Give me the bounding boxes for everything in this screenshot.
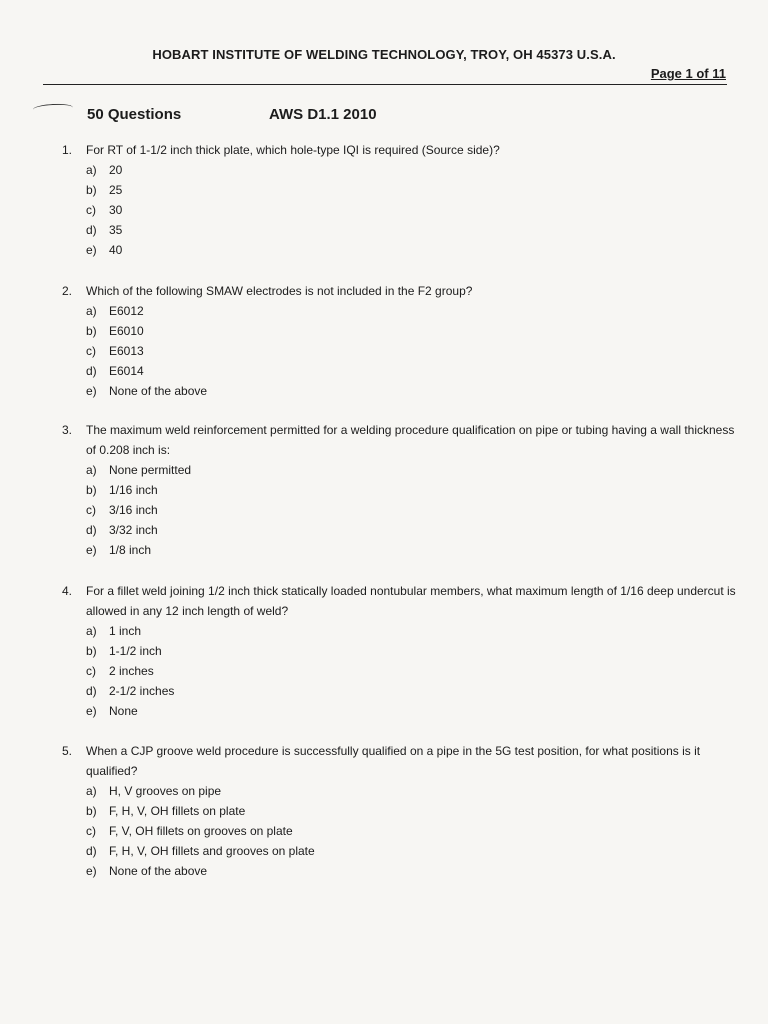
option-letter: d) <box>86 684 97 698</box>
option-text: F, H, V, OH fillets on plate <box>109 804 246 818</box>
option-text: 1-1/2 inch <box>109 644 162 658</box>
answer-option-c <box>86 821 742 841</box>
option-text: 3/16 inch <box>109 503 158 517</box>
question-number: 2. <box>62 284 73 298</box>
answer-option-e <box>86 540 742 560</box>
question-text: When a CJP groove weld procedure is successfully qualified on a pipe in the 5G test position, for what positions is it qualified? <box>86 744 701 778</box>
option-text: 1 inch <box>109 624 142 638</box>
answer-option-d <box>86 220 742 240</box>
question-number: 1. <box>62 143 73 157</box>
option-letter: c) <box>86 203 96 217</box>
header-divider <box>43 84 727 85</box>
answer-option-c <box>86 661 742 681</box>
option-letter: a) <box>86 163 97 177</box>
answer-option-b <box>86 480 742 500</box>
option-text: 35 <box>109 223 123 237</box>
answer-option-d <box>86 361 742 381</box>
option-text: 20 <box>109 163 123 177</box>
answer-option-d <box>86 520 742 540</box>
option-text: F, V, OH fillets on grooves on plate <box>109 824 293 838</box>
question-number: 4. <box>62 584 73 598</box>
answer-option-a <box>86 460 742 480</box>
question-text: The maximum weld reinforcement permitted for a welding procedure qualification on pipe or tubing having a wall thickness of 0.208 inch is: <box>86 423 735 457</box>
answer-option-a <box>86 781 742 801</box>
answer-option-c <box>86 500 742 520</box>
option-text: None of the above <box>109 864 208 878</box>
page-number: Page 1 of 11 <box>650 66 726 81</box>
option-text: 3/32 inch <box>109 523 158 537</box>
option-text: 1/8 inch <box>109 543 152 557</box>
option-letter: e) <box>86 864 97 878</box>
option-letter: e) <box>86 543 97 557</box>
answer-option-d <box>86 841 742 861</box>
option-letter: c) <box>86 344 96 358</box>
answer-option-c <box>86 200 742 220</box>
option-letter: b) <box>86 183 97 197</box>
answer-option-b <box>86 641 742 661</box>
answer-option-e <box>86 381 742 401</box>
question-3 <box>62 420 742 560</box>
answer-option-b <box>86 801 742 821</box>
option-text: E6014 <box>109 364 144 378</box>
question-text: For a fillet weld joining 1/2 inch thick statically loaded nontubular members, what maximum length of 1/16 deep undercut is allowed in any 12 inch length of weld? <box>86 584 736 618</box>
option-text: 40 <box>109 243 123 257</box>
answer-option-a <box>86 160 742 180</box>
option-letter: a) <box>86 624 97 638</box>
option-text: 1/16 inch <box>109 483 158 497</box>
option-letter: c) <box>86 824 96 838</box>
answer-option-e <box>86 861 742 881</box>
question-4 <box>62 581 742 721</box>
option-letter: d) <box>86 223 97 237</box>
question-count-title: 50 Questions <box>87 106 182 123</box>
option-text: None <box>109 704 138 718</box>
option-text: E6012 <box>109 304 144 318</box>
option-letter: a) <box>86 463 97 477</box>
question-text: Which of the following SMAW electrodes is not included in the F2 group? <box>86 284 473 298</box>
option-letter: b) <box>86 804 97 818</box>
option-letter: a) <box>86 304 97 318</box>
answer-options <box>86 160 742 260</box>
answer-option-e <box>86 240 742 260</box>
option-text: F, H, V, OH fillets and grooves on plate <box>109 844 315 858</box>
option-text: 25 <box>109 183 123 197</box>
institute-header: HOBART INSTITUTE OF WELDING TECHNOLOGY, TROY, OH 45373 U.S.A. <box>152 47 616 62</box>
option-text: 2-1/2 inches <box>109 684 175 698</box>
option-text: H, V grooves on pipe <box>109 784 222 798</box>
option-text: E6013 <box>109 344 144 358</box>
option-text: 2 inches <box>109 664 154 678</box>
question-2 <box>62 281 742 401</box>
option-text: None permitted <box>109 463 192 477</box>
question-number: 3. <box>62 423 73 437</box>
pen-mark <box>33 103 73 114</box>
option-letter: b) <box>86 644 97 658</box>
option-letter: b) <box>86 483 97 497</box>
answer-option-b <box>86 321 742 341</box>
answer-option-c <box>86 341 742 361</box>
answer-options <box>86 781 742 881</box>
option-letter: a) <box>86 784 97 798</box>
answer-options <box>86 301 742 401</box>
option-text: E6010 <box>109 324 144 338</box>
answer-option-e <box>86 701 742 721</box>
question-number: 5. <box>62 744 73 758</box>
question-5 <box>62 741 742 881</box>
answer-option-d <box>86 681 742 701</box>
question-1 <box>62 140 742 260</box>
answer-options <box>86 621 742 721</box>
option-letter: d) <box>86 844 97 858</box>
answer-option-a <box>86 301 742 321</box>
option-letter: e) <box>86 384 97 398</box>
question-text: For RT of 1-1/2 inch thick plate, which hole-type IQI is required (Source side)? <box>86 143 500 157</box>
option-letter: c) <box>86 503 96 517</box>
answer-option-b <box>86 180 742 200</box>
option-text: None of the above <box>109 384 208 398</box>
option-letter: d) <box>86 523 97 537</box>
option-letter: c) <box>86 664 96 678</box>
answer-options <box>86 460 742 560</box>
option-letter: b) <box>86 324 97 338</box>
answer-option-a <box>86 621 742 641</box>
option-text: 30 <box>109 203 123 217</box>
option-letter: e) <box>86 704 97 718</box>
standard-code-title: AWS D1.1 2010 <box>269 106 377 123</box>
option-letter: e) <box>86 243 97 257</box>
option-letter: d) <box>86 364 97 378</box>
